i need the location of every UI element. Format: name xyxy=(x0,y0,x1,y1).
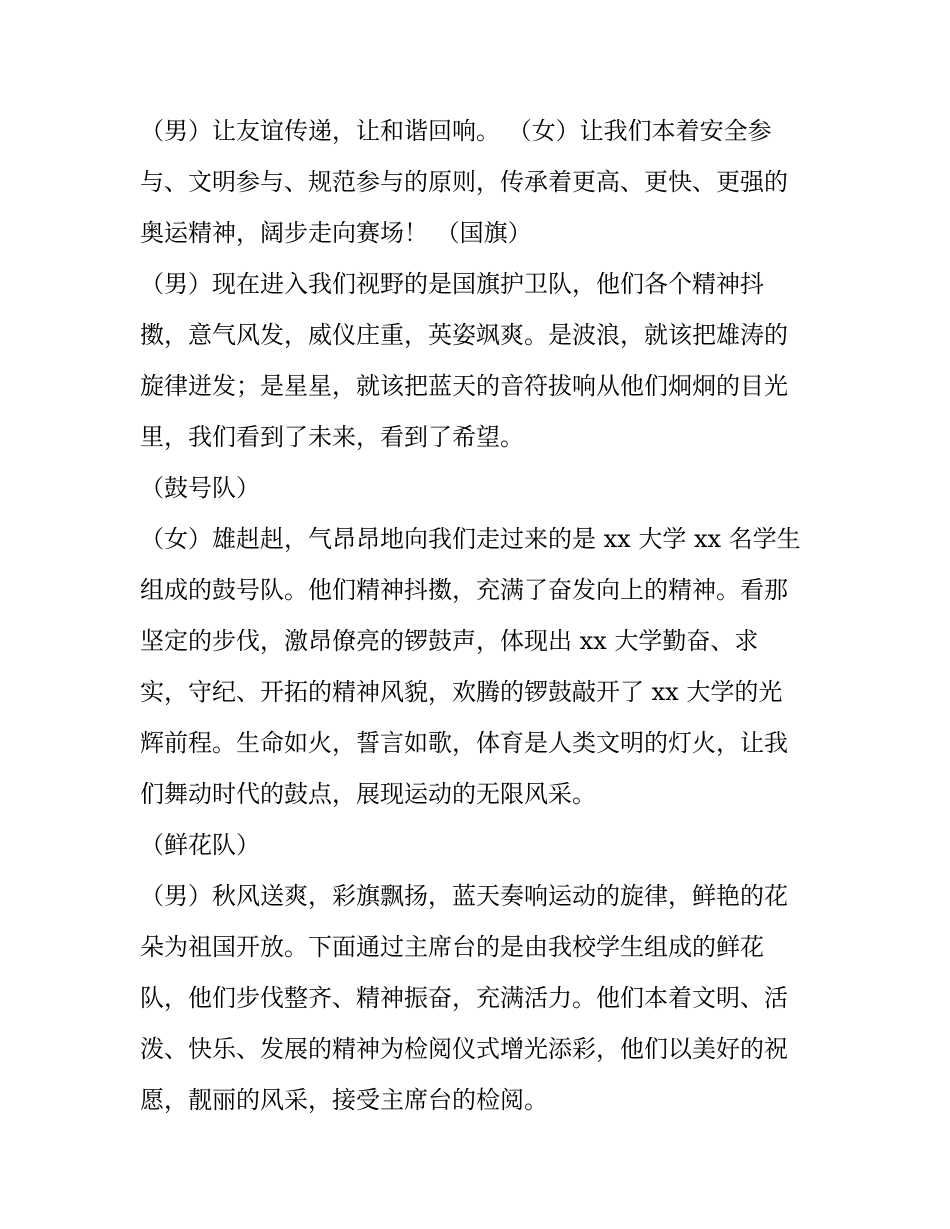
text-line: 里，我们看到了未来，看到了希望。 xyxy=(140,423,524,451)
section-heading: （鲜花队） xyxy=(140,831,260,859)
text-line: 队，他们步伐整齐、精神振奋，充满活力。他们本着文明、活 xyxy=(140,984,788,1012)
text-line: 坚定的步伐，激昂僚亮的锣鼓声，体现出 xx 大学勤奋、求 xyxy=(140,627,759,655)
section-heading: （鼓号队） xyxy=(140,474,260,502)
text-line: 辉前程。生命如火，誓言如歌，体育是人类文明的灯火，让我 xyxy=(140,729,788,757)
text-line: 奥运精神，阔步走向赛场！ （国旗） xyxy=(140,219,532,247)
text-line: 与、文明参与、规范参与的原则，传承着更高、更快、更强的 xyxy=(140,168,788,196)
text-line: 组成的鼓号队。他们精神抖擞，充满了奋发向上的精神。看那 xyxy=(140,576,788,604)
text-line: 们舞动时代的鼓点，展现运动的无限风采。 xyxy=(140,780,596,808)
text-line: 愿，靓丽的风采，接受主席台的检阅。 xyxy=(140,1086,548,1114)
document-body xyxy=(140,106,820,1126)
text-line: （男）秋风送爽，彩旗飘扬，蓝天奏响运动的旋律，鲜艳的花 xyxy=(140,882,788,910)
text-line: 朵为祖国开放。下面通过主席台的是由我校学生组成的鲜花 xyxy=(140,933,764,961)
text-line: 擞，意气风发，威仪庄重，英姿飒爽。是波浪，就该把雄涛的 xyxy=(140,321,788,349)
text-line: （男）现在进入我们视野的是国旗护卫队，他们各个精神抖 xyxy=(140,270,764,298)
text-line: 旋律迸发；是星星，就该把蓝天的音符拔响从他们炯炯的目光 xyxy=(140,372,788,400)
text-line: （男）让友谊传递，让和谐回响。 （女）让我们本着安全参 xyxy=(140,117,772,145)
text-line: （女）雄赳赳，气昂昂地向我们走过来的是 xx 大学 xx 名学生 xyxy=(140,525,801,553)
text-line: 泼、快乐、发展的精神为检阅仪式增光添彩，他们以美好的祝 xyxy=(140,1035,788,1063)
text-line: 实，守纪、开拓的精神风貌，欢腾的锣鼓敲开了 xx 大学的光 xyxy=(140,678,783,706)
